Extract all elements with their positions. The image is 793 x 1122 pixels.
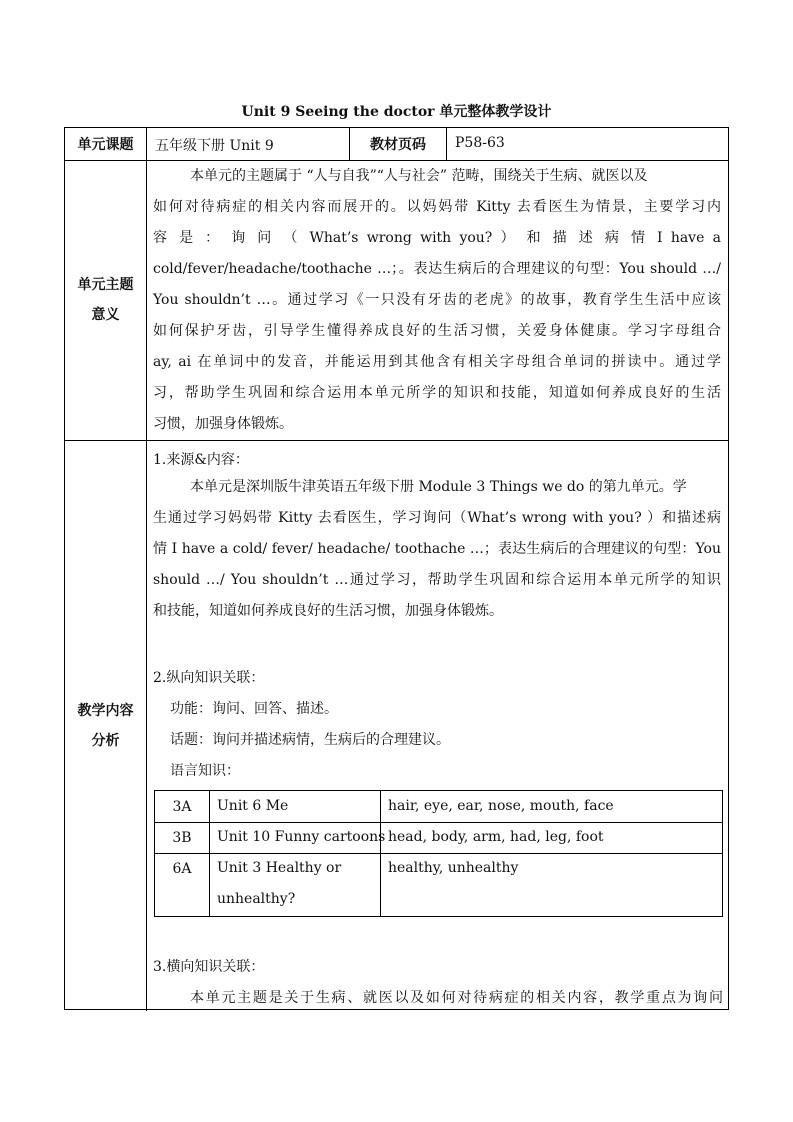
- theme-line: 习，帮助学生巩固和综合运用本单元所学的知识和技能，知道如何养成良好的生活: [153, 385, 721, 401]
- source-paragraph: [153, 472, 721, 627]
- unit-topic-label: 单元课题: [77, 137, 134, 153]
- table-cell-words: head, body, arm, had, leg, foot: [388, 829, 604, 845]
- source-line: 本单元是深圳版牛津英语五年级下册 Module 3 Things we do 的第九单元。学: [190, 479, 687, 495]
- theme-label: [65, 160, 146, 440]
- textbook-pages-label: 教材页码: [370, 137, 426, 153]
- table-cell-unit: unhealthy?: [217, 891, 296, 907]
- theme-line: cold/fever/headache/toothache …；。表达生病后的合理建议的句型：You should …/: [153, 261, 721, 277]
- analysis-label-line: 分析: [91, 732, 120, 749]
- theme-line: ay, ai 在单词中的发音，并能运用到其他含有相关字母组合单词的拼读中。通过学: [153, 354, 721, 370]
- table-cell-unit: Unit 3 Healthy or: [217, 860, 342, 876]
- section-heading: 2.纵向知识关联：: [153, 670, 265, 686]
- document-title: Unit 9 Seeing the doctor 单元整体教学设计: [241, 104, 552, 120]
- column-divider: [380, 791, 381, 916]
- design-table: [64, 127, 729, 1010]
- theme-line: 习惯，加强身体锻炼。: [153, 416, 293, 432]
- column-divider: [209, 791, 210, 916]
- table-cell-grade: 6A: [172, 860, 192, 877]
- section-heading: 1.来源&内容：: [153, 452, 249, 468]
- unit-topic-value: 五年级下册 Unit 9: [155, 138, 274, 154]
- table-cell-words: hair, eye, ear, nose, mouth, face: [388, 798, 614, 814]
- theme-line: 如何保护牙齿，引导学生懂得养成良好的生活习惯，关爱身体健康。学习字母组合: [153, 323, 721, 339]
- source-line: 情 I have a cold/ fever/ headache/ toothache …；表达生病后的合理建议的句型：You: [153, 541, 721, 557]
- section-heading: 3.横向知识关联：: [153, 959, 265, 975]
- theme-paragraph: [153, 161, 721, 440]
- source-line: should …/ You shouldn’t …通过学习，帮助学生巩固和综合运用本单元所学的知识: [153, 572, 721, 588]
- table-cell-grade: 3B: [172, 829, 192, 846]
- topic-line: 话题：询问并描述病情，生病后的合理建议。: [170, 732, 450, 748]
- analysis-label-line: 教学内容: [77, 702, 134, 719]
- theme-line: 如何对待病症的相关内容而展开的。以妈妈带 Kitty 去看医生为情景，主要学习内: [153, 199, 721, 215]
- theme-line: 容 是 ： 询 问 （ What’s wrong with you? ） 和 描 述 病 情 I have a: [153, 230, 721, 246]
- vocabulary-table: [154, 790, 723, 917]
- theme-label-line: 单元主题: [77, 277, 134, 293]
- theme-line: You shouldn’t …。通过学习《一只没有牙齿的老虎》的故事，教育学生生活中应该: [153, 292, 721, 308]
- theme-label-line: 意义: [91, 307, 120, 323]
- row-divider: [65, 440, 728, 441]
- analysis-label: [65, 440, 146, 1011]
- table-cell-unit: Unit 10 Funny cartoons: [217, 829, 386, 845]
- column-divider: [146, 128, 147, 1011]
- table-cell-grade: 3A: [172, 798, 192, 815]
- source-line: 和技能，知道如何养成良好的生活习惯，加强身体锻炼。: [153, 603, 503, 619]
- table-cell-unit: Unit 6 Me: [217, 798, 289, 814]
- section3-line: 本单元主题是关于生病、就医以及如何对待病症的相关内容，教学重点为询问: [190, 990, 723, 1006]
- theme-line: 本单元的主题属于 “人与自我”“人与社会” 范畴，围绕关于生病、就医以及: [190, 168, 648, 184]
- textbook-pages-value: P58-63: [455, 135, 505, 151]
- function-line: 功能：询问、回答、描述。: [170, 701, 338, 717]
- table-cell-words: healthy, unhealthy: [388, 860, 519, 876]
- source-line: 生通过学习妈妈带 Kitty 去看医生，学习询问（What’s wrong with you? ）和描述病: [153, 510, 721, 526]
- column-divider: [446, 128, 447, 160]
- language-knowledge-line: 语言知识：: [170, 763, 240, 779]
